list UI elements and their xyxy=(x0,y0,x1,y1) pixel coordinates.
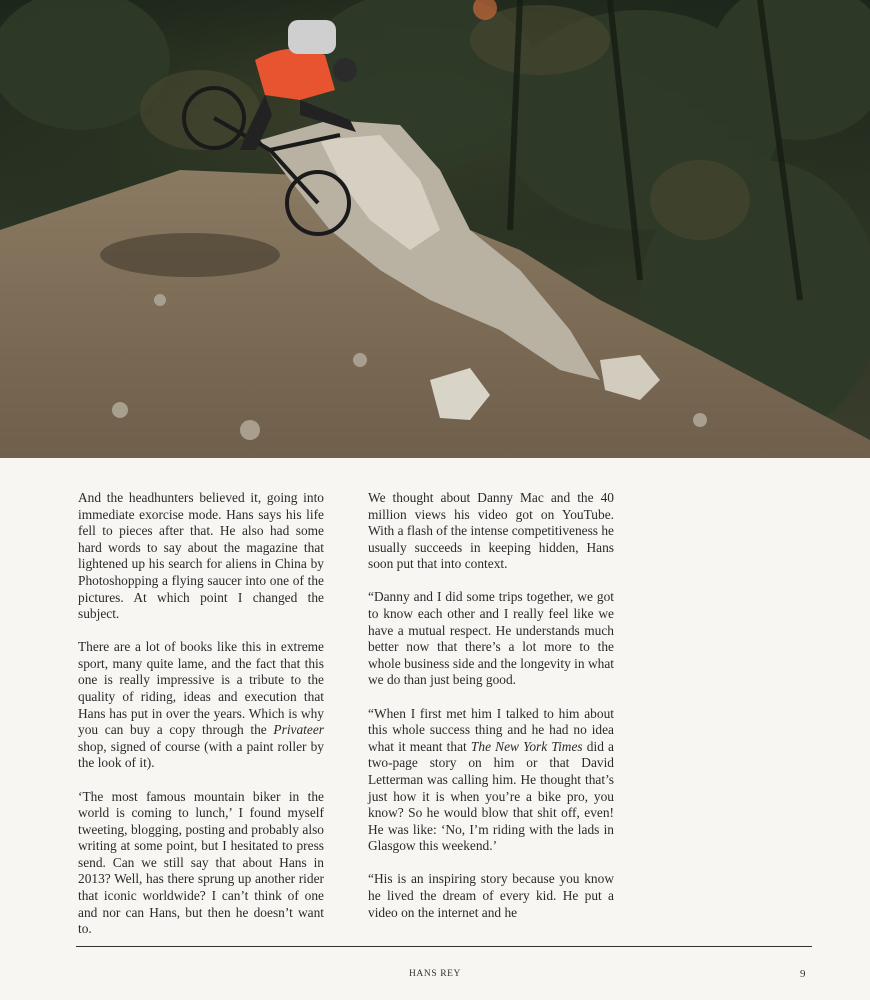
article-right-column xyxy=(368,490,614,938)
page-number: 9 xyxy=(800,968,806,980)
paragraph: “His is an inspiring story because you know he lived the dream of every kid. He put a video on the internet and he xyxy=(368,871,614,920)
text-run: “When I first met him I talked to him about this whole success thing and he had no idea what it meant that xyxy=(368,705,614,754)
running-footer-title: HANS REY xyxy=(408,969,462,979)
paragraph xyxy=(368,706,614,855)
footer-rule xyxy=(76,946,812,947)
paragraph: And the headhunters believed it, going into immediate exorcise mode. Hans says his life fell to pieces after that. He also had some hard words to say about the magazine that lightened up his search for aliens in China by Photoshopping a flying saucer into one of the pictures. At which point I changed the subject. xyxy=(78,490,324,622)
paragraph: “Danny and I did some trips together, we got to know each other and I really feel like we have a mutual respect. He understands much better now that there’s a lot more to the whole business side and the longevity in what we do than just being good. xyxy=(368,589,614,688)
italic-title: The New York Times xyxy=(470,738,583,754)
mountain-bike-photo xyxy=(0,0,870,458)
paragraph: We thought about Danny Mac and the 40 million views his video got on YouTube. With a flash of the intense competitiveness he usually succeeds in keeping hidden, Hans soon put that into context. xyxy=(368,490,615,572)
text-run: shop, signed of course (with a paint roller by the look of it). xyxy=(78,738,324,771)
paragraph: ‘The most famous mountain biker in the world is coming to lunch,’ I found myself tweeting, blogging, posting and probably also writing at some point, but I hesitated to press send. Can we still say that about Hans in 2013? Well, has there sprung up another rider that iconic worldwide? I can’t think of one and nor can Hans, but then he doesn’t want to. xyxy=(78,788,324,937)
italic-title: Privateer xyxy=(273,722,324,738)
text-run: There are a lot of books like this in extreme sport, many quite lame, and the fact that this one is really impressive is a tribute to the quality of riding, ideas and execution that Hans has put in over the years. Which is why you can buy a copy through the xyxy=(78,639,324,738)
text-run: did a two-page story on him or that David Letterman was calling him. He thought that’s just how it is when you’re a bike pro, you know? So he would blow that shit off, even! He was like: ‘No, I’m riding with the lads in Glasgow this weekend.’ xyxy=(368,738,614,854)
paragraph xyxy=(78,639,324,772)
article-left-column xyxy=(78,490,324,954)
